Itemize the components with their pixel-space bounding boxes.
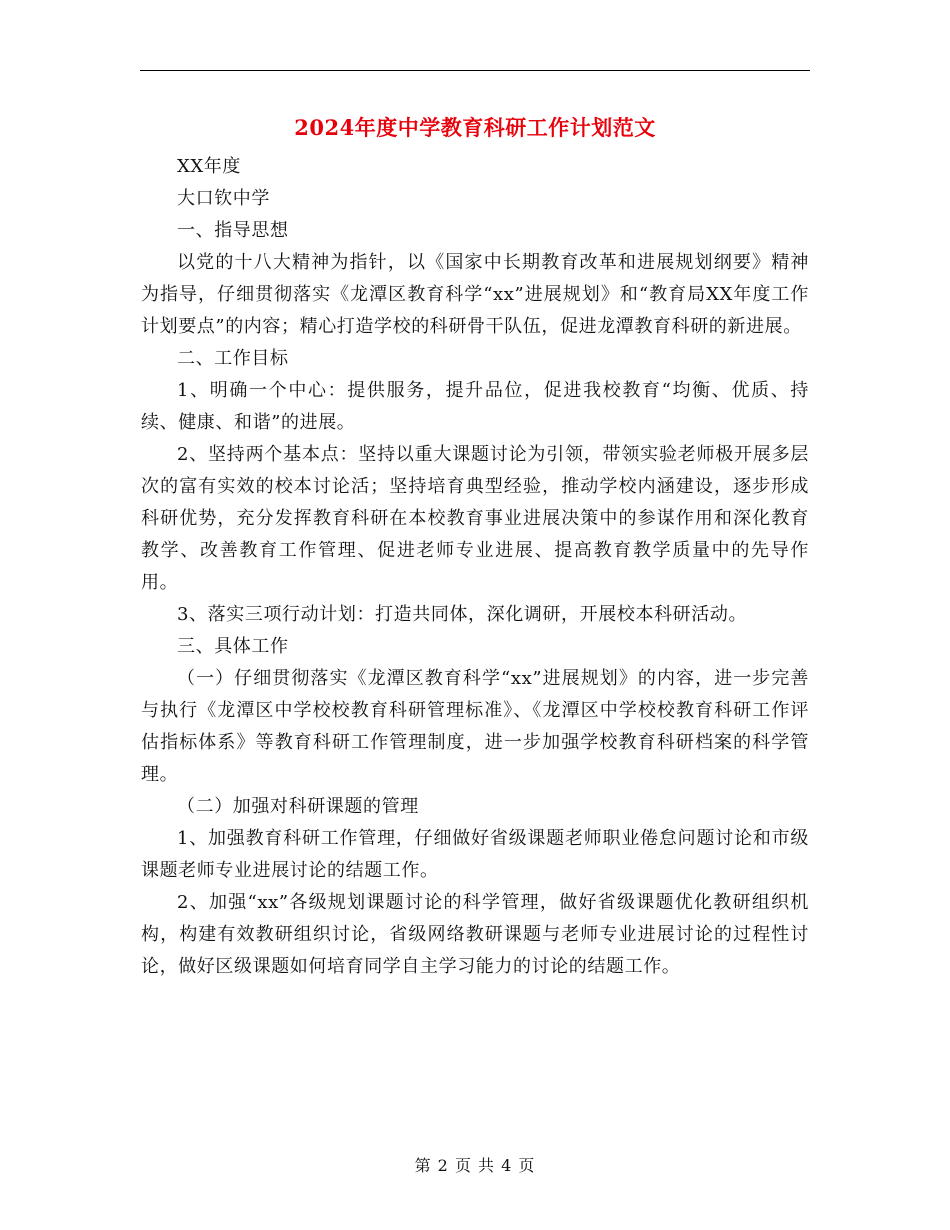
- document-title: 2024年度中学教育科研工作计划范文: [294, 115, 656, 140]
- paragraph-goal-3: 3、落实三项行动计划：打造共同体，深化调研，开展校本科研活动。: [177, 604, 748, 625]
- paragraph-work-1: （一）仔细贯彻落实《龙潭区教育科学“xx”进展规划》的内容，进一步完善与执行《龙潭区中学校校教育科研管理标准》、《龙潭区中学校校教育科研工作评估指标体系》等教育科研工作管理制度，进一步加强学校教育科研档案的科学管理。: [141, 668, 809, 785]
- paragraph-management-1: 1、加强教育科研工作管理，仔细做好省级课题老师职业倦怠问题讨论和市级课题老师专业进展讨论的结题工作。: [141, 828, 809, 881]
- paragraph-goal-1: 1、明确一个中心：提供服务，提升品位，促进我校教育“均衡、优质、持续、健康、和谐”的进展。: [141, 380, 809, 433]
- paragraph-guiding-thought: 以党的十八大精神为指针，以《国家中长期教育改革和进展规划纲要》精神为指导，仔细贯彻落实《龙潭区教育科学“xx”进展规划》和“教育局XX年度工作计划要点”的内容；精心打造学校的科研骨干队伍，促进龙潭教育科研的新进展。: [141, 252, 809, 337]
- section-heading-specific-work: 三、具体工作: [177, 636, 289, 657]
- paragraph-management-2: 2、加强“xx”各级规划课题讨论的科学管理，做好省级课题优化教研组织机构，构建有效教研组织讨论，省级网络教研课题与老师专业进展讨论的过程性讨论，做好区级课题如何培育同学自主学习能力的讨论的结题工作。: [141, 892, 809, 977]
- section-heading-guiding-thought: 一、指导思想: [177, 220, 289, 241]
- section-heading-work-goals: 二、工作目标: [177, 348, 289, 369]
- paragraph-school: 大口钦中学: [177, 188, 270, 209]
- header-rule: [140, 70, 810, 71]
- subheading-topic-management: （二）加强对科研课题的管理: [177, 796, 419, 817]
- paragraph-year: XX年度: [177, 156, 242, 177]
- page-number: 第 2 页 共 4 页: [414, 1156, 536, 1175]
- document-body: [141, 151, 809, 983]
- paragraph-goal-2: 2、坚持两个基本点：坚持以重大课题讨论为引领，带领实验老师极开展多层次的富有实效的校本讨论活；坚持培育典型经验，推动学校内涵建设，逐步形成科研优势，充分发挥教育科研在本校教育事业进展决策中的参谋作用和深化教育教学、改善教育工作管理、促进老师专业进展、提高教育教学质量中的先导作用。: [141, 444, 809, 593]
